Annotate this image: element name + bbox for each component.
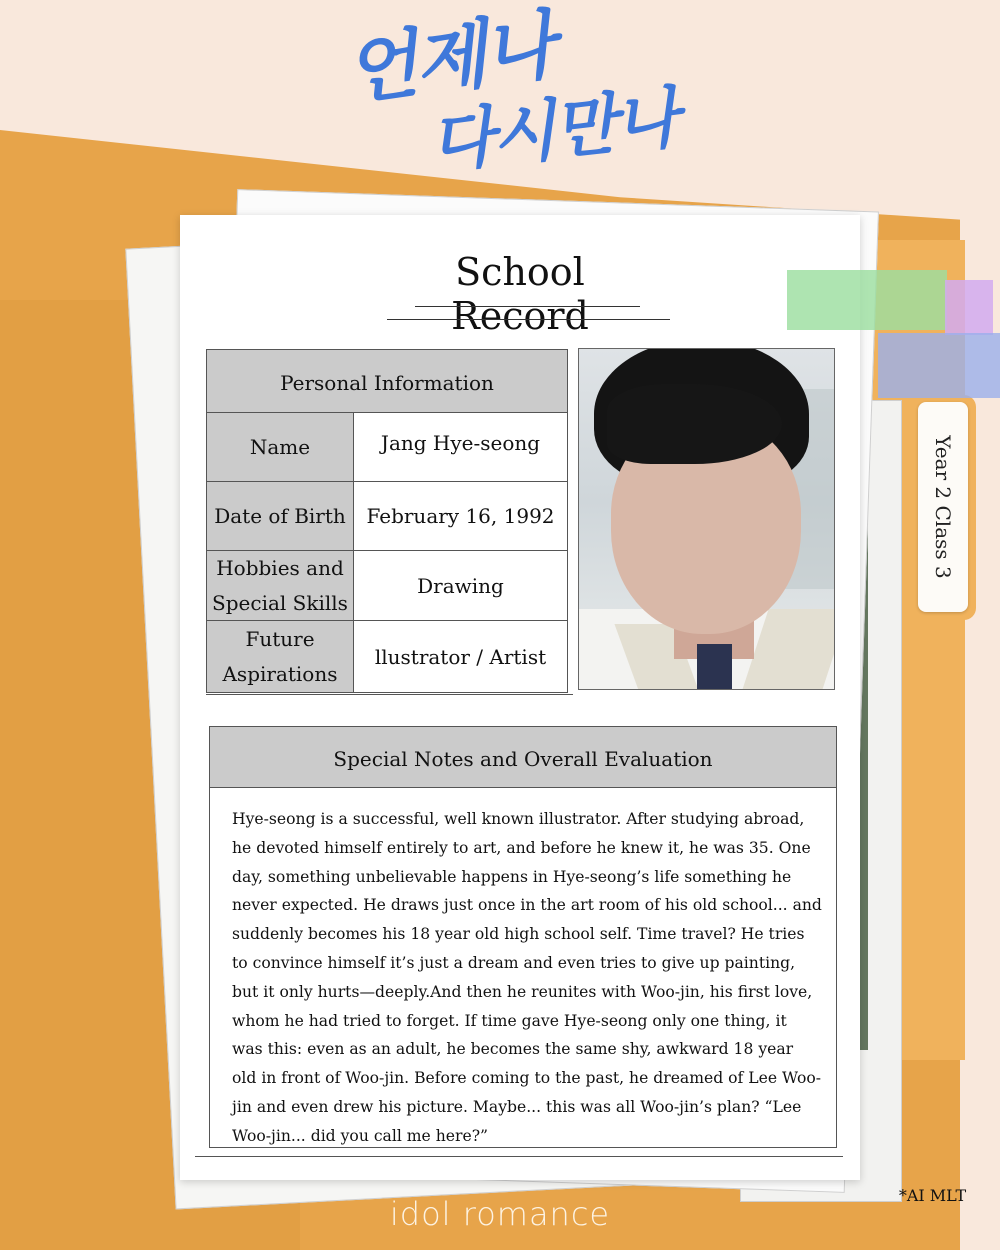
special-notes-box (209, 726, 837, 1148)
folder-tab-label (918, 402, 968, 612)
info-value-aspirations: llustrator / Artist (374, 644, 547, 669)
personal-info-header: Personal Information (207, 350, 567, 413)
tape-blue (878, 333, 1000, 398)
special-notes-header: Special Notes and Overall Evaluation (210, 727, 836, 788)
photo-fringe (607, 384, 782, 464)
info-row-aspirations (207, 621, 567, 692)
personal-info-table (206, 349, 568, 693)
title-underline-2 (387, 319, 670, 320)
credit-text: *AI MLT (898, 1186, 967, 1205)
title-underline (415, 306, 640, 307)
folder-tab-label-text: Year 2 Class 3 (931, 435, 955, 579)
info-label-dob: Date of Birth (207, 482, 354, 550)
info-value-name: Jang Hye-seong (380, 431, 541, 455)
notes-underline (195, 1156, 843, 1157)
hangul-title-line1: 언제나 (340, 1, 559, 117)
info-row-dob (207, 482, 567, 551)
hangul-title-line2: 다시만나 (426, 79, 681, 182)
table-underline (206, 694, 573, 695)
tape-pink (945, 280, 993, 335)
special-notes-body: Hye-seong is a successful, well known illustrator. After studying abroad, he devoted himself entirely to art, and before he knew it, he was 35. One day, something unbelievable happens in Hye-seong’s life something he never expected. He draws just once in the art room of his old school... and suddenly becomes his 18 year old high school self. Time travel? He tries to convince himself it’s just a dream and even tries to give up painting, but it only hurts—deeply.And then he reunites with Woo-jin, his first love, whom he had tried to forget. If time gave Hye-seong only one thing, it was this: even as an adult, he becomes the same shy, awkward 18 year old in front of Woo-jin. Before coming to the past, he dreamed of Lee Woo-jin and even drew his picture. Maybe... this was all Woo-jin’s plan? “Lee Woo-jin... did you call me here?” (232, 810, 822, 1145)
brand-watermark: idol romance (389, 1195, 611, 1233)
info-label-aspirations: Future Aspirations (207, 621, 354, 692)
hangul-title (330, 1, 750, 182)
info-row-hobbies (207, 551, 567, 621)
info-row-name (207, 413, 567, 482)
info-value-hobbies: Drawing (417, 573, 504, 598)
tape-green (787, 270, 947, 330)
photo-tie (697, 644, 732, 690)
info-label-name: Name (207, 413, 354, 481)
info-value-dob: February 16, 1992 (366, 504, 555, 528)
student-photo (578, 348, 835, 690)
document-title: School Record (451, 250, 589, 338)
info-label-hobbies: Hobbies and Special Skills (207, 551, 354, 620)
